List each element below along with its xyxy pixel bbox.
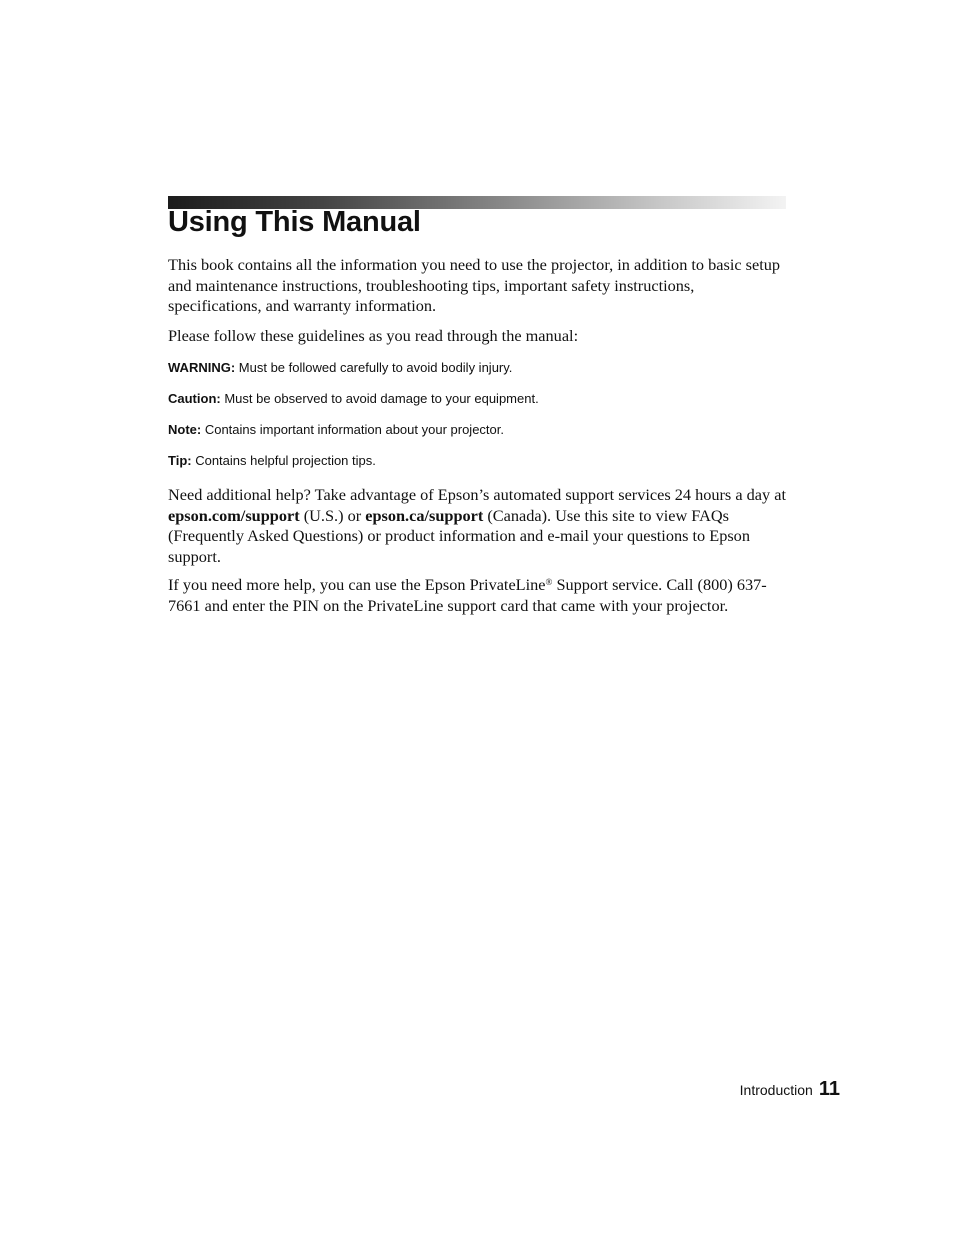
epson-ca-support-link[interactable]: epson.ca/support [365, 505, 484, 525]
intro-paragraph: This book contains all the information you need to use the projector, in addition to basic setup and maintenance instructions, troubleshooting tips, important safety instructions, specifications, and warranty information. [168, 255, 781, 315]
warning-label: WARNING: [168, 360, 236, 375]
page-number: 11 [818, 1078, 840, 1100]
registered-mark: ® [545, 577, 553, 587]
help-text-2: (U.S.) or [299, 505, 366, 525]
help-text-1: Need additional help? Take advantage of Epson’s automated support services 24 hours a day at [168, 485, 786, 504]
caution-label: Caution: [168, 391, 221, 406]
note-note [168, 422, 504, 437]
help-paragraph [168, 485, 788, 567]
guidelines-paragraph: Please follow these guidelines as you read through the manual: [168, 326, 579, 345]
warning-note [168, 360, 512, 375]
caution-note [168, 391, 539, 406]
epson-us-support-link[interactable]: epson.com/support [168, 505, 300, 525]
privateline-text-1: If you need more help, you can use the Epson PrivateLine [168, 575, 546, 594]
tip-text: Contains helpful projection tips. [191, 453, 376, 468]
tip-note [168, 453, 376, 468]
page-footer [740, 1078, 840, 1101]
page-title: Using This Manual [168, 206, 421, 238]
help-text-3: (Canada). Use this site to view FAQs (Frequently Asked Questions) or product information and e-mail your questions to Epson support. [168, 505, 750, 566]
tip-label: Tip: [168, 453, 192, 468]
privateline-paragraph [168, 575, 788, 616]
note-text: Contains important information about your projector. [201, 422, 504, 437]
note-label: Note: [168, 422, 202, 437]
privateline-text-2: Support service. Call (800) 637-7661 and enter the PIN on the PrivateLine support card that came with your projector. [168, 575, 767, 615]
caution-text: Must be observed to avoid damage to your equipment. [220, 391, 539, 406]
footer-section-name: Introduction [739, 1082, 813, 1098]
warning-text: Must be followed carefully to avoid bodily injury. [235, 360, 513, 375]
